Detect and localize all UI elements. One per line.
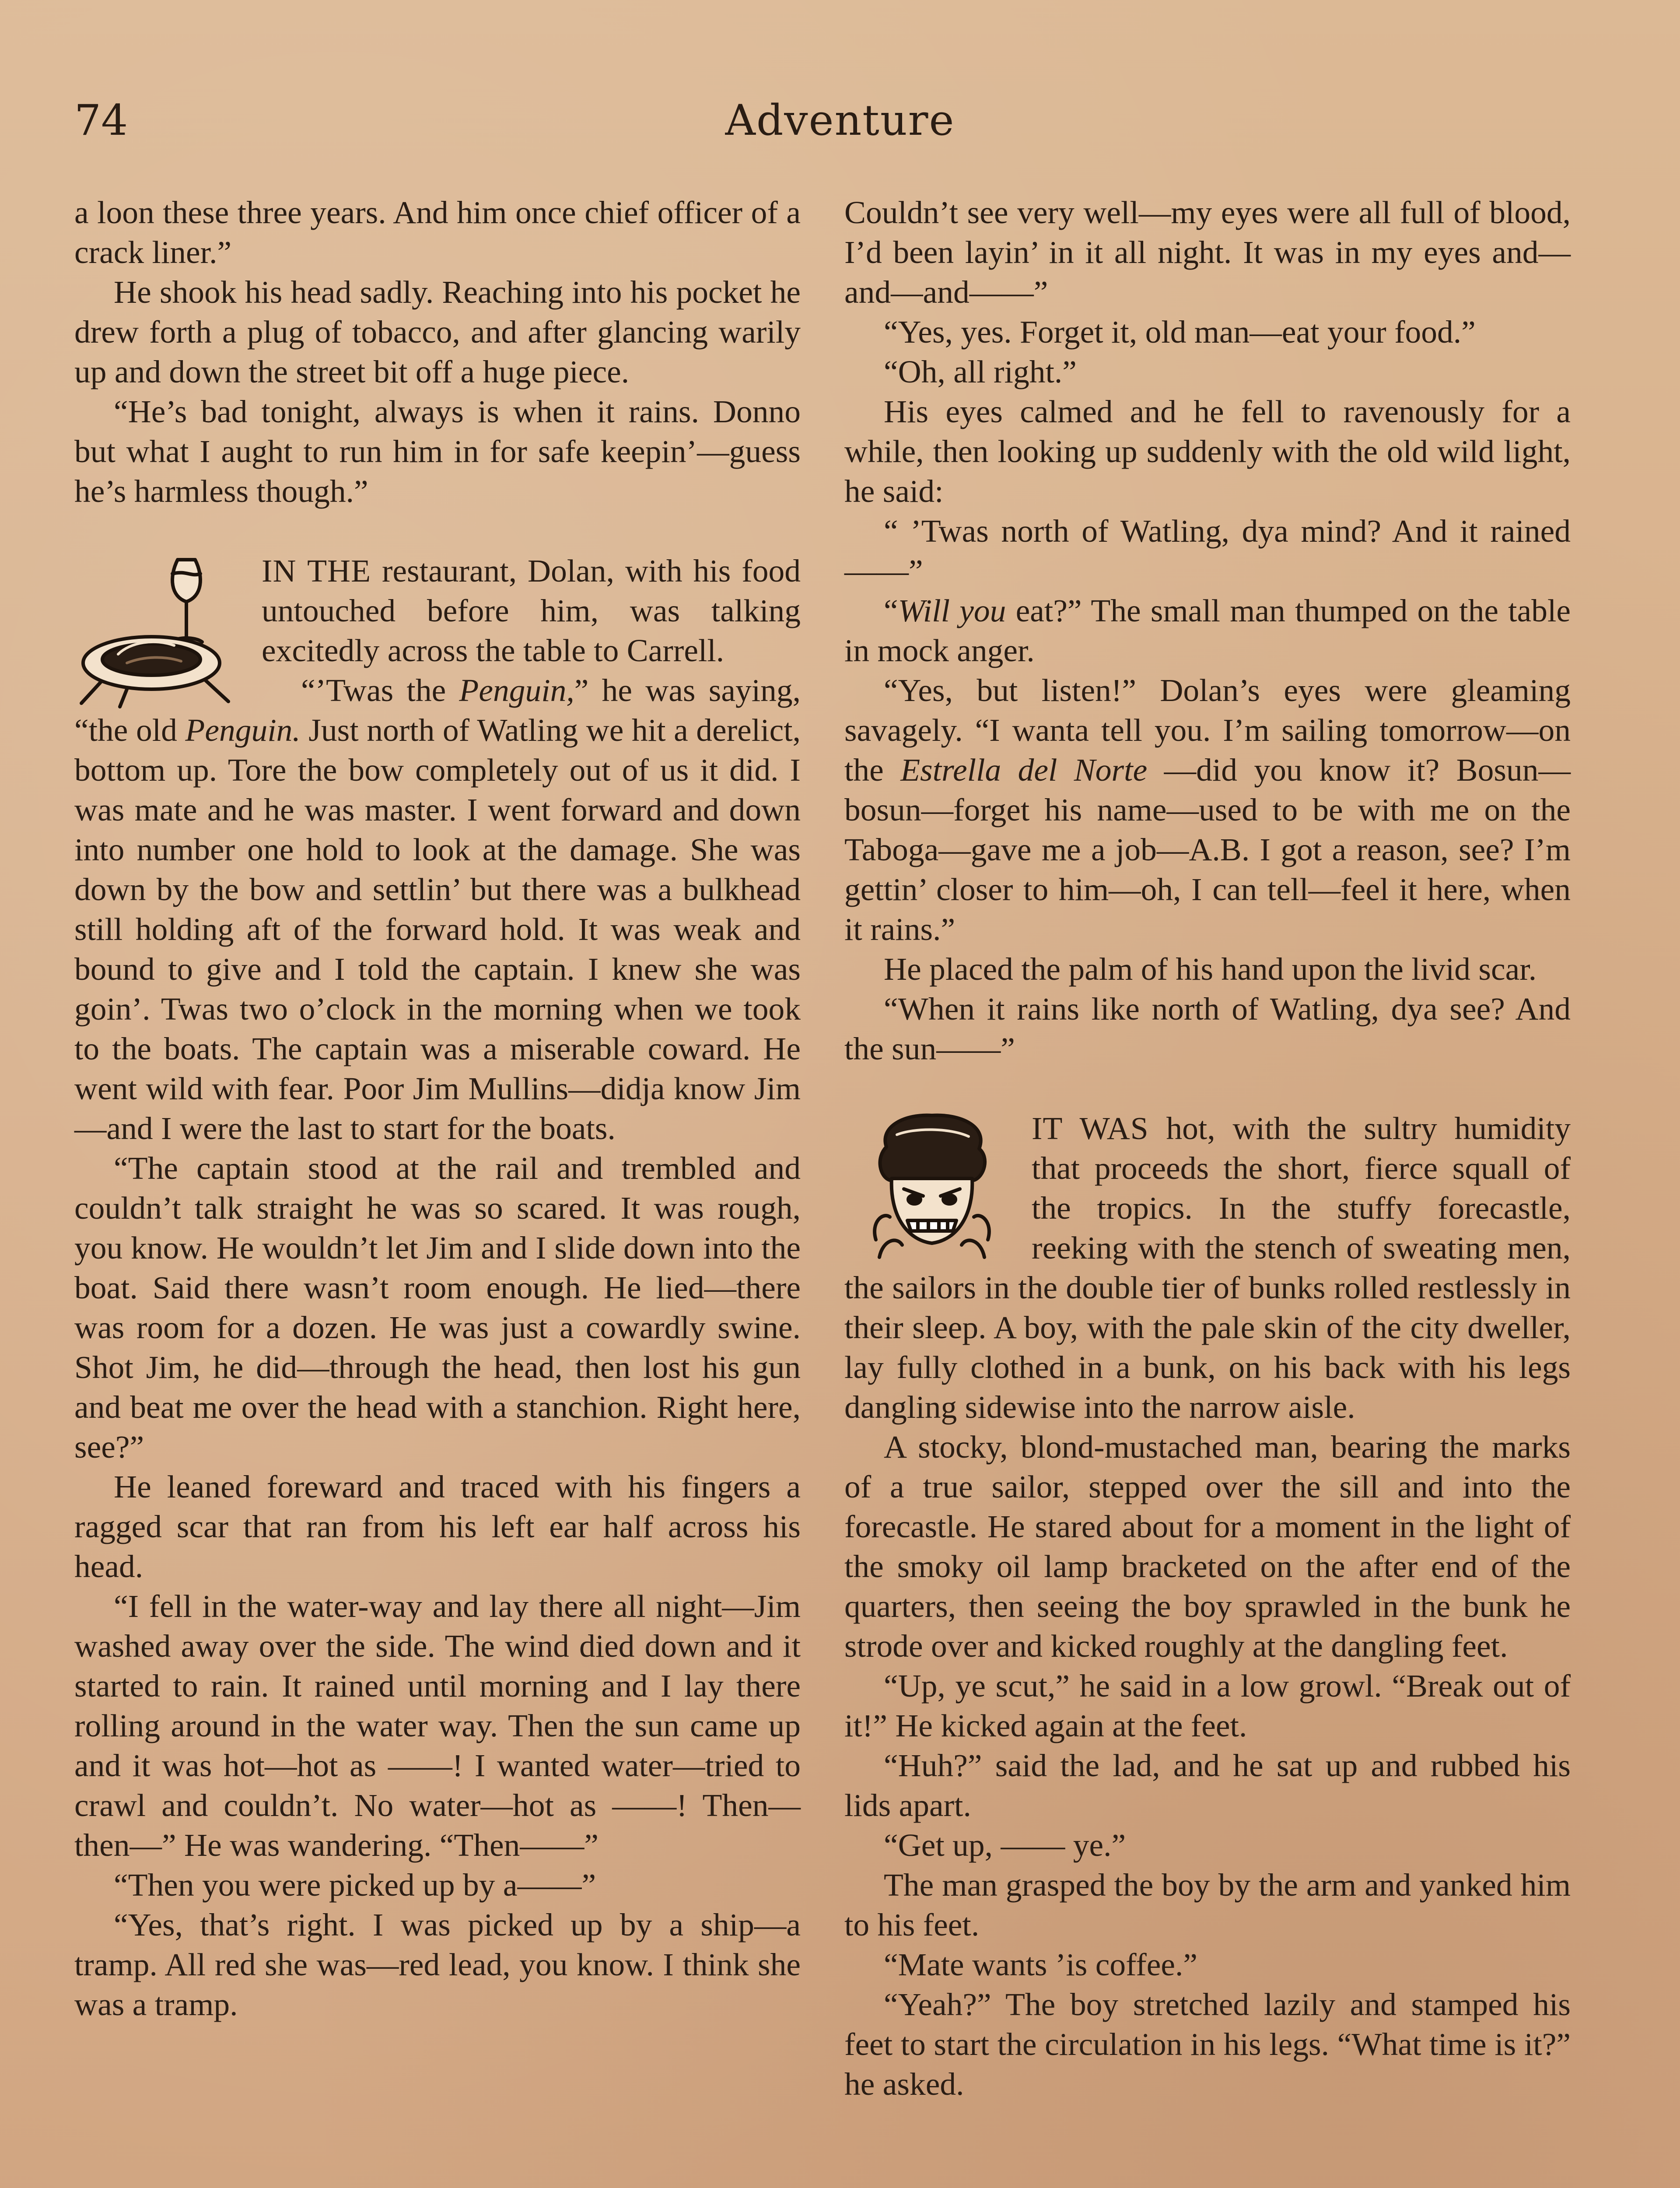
paragraph: He placed the palm of his hand upon the livid scar. xyxy=(884,951,1537,987)
ship-name: Penguin, xyxy=(459,673,574,708)
page-number: 74 xyxy=(74,96,128,145)
wine-glass-and-plate-icon xyxy=(74,551,249,708)
paragraph: He leaned foreward and traced with his fingers a ragged scar that ran from his left ear half across his head. xyxy=(74,1469,801,1584)
wine-glass-and-plate-illustration xyxy=(74,551,249,708)
ship-name: Estrella del Norte xyxy=(900,752,1148,788)
paragraph: “When it rains like north of Watling, dya see? And the sun——” xyxy=(844,991,1571,1066)
paragraph xyxy=(74,670,801,1148)
paragraph: “Huh?” said the lad, and he sat up and rubbed his lids apart. xyxy=(844,1748,1571,1823)
paragraph: His eyes calmed and he fell to ravenously for a while, then looking up suddenly with the old wild light, he said: xyxy=(844,394,1571,509)
page-header xyxy=(74,92,1606,149)
emphasis: Will you xyxy=(898,593,1006,628)
paragraph-text: hot, with the sultry humidity that proceeds the short, fierce squall of the tropics. In the stuffy forecastle, reeking with the stench of sweating men, the sailors in the double tier of bunks rolled restlessly in their sleep. A boy, with the pale skin of the city dweller, lay fully clothed in a bunk, on his back with his legs dangling sidewise into the narrow aisle. xyxy=(844,1111,1571,1425)
text-run: “’Twas the xyxy=(301,673,459,708)
section-opening-paragraph xyxy=(844,1108,1571,1427)
paragraph xyxy=(844,670,1571,949)
text-run: —did you know it? Bosun—bosun—forget his name—used to be with me on the Taboga—gave me a job—A.B. I got a reason, see? I’m gettin’ closer to him—oh, I can tell—feel it here, when it rains.” xyxy=(844,752,1571,947)
paragraph: “The captain stood at the rail and trembled and couldn’t talk straight he was so scared. It was rough, you know. He wouldn’t let Jim and I slide down into the boat. Said there wasn’t room enough. He lied—there was room for a dozen. He was just a cowardly swine. Shot Jim, he did—through the head, then lost his gun and beat me over the head with a stanchion. Right here, see?” xyxy=(74,1150,801,1465)
paragraph xyxy=(844,591,1571,670)
text-run: ” he was saying, “the old xyxy=(74,673,801,748)
text-run: “Yes, but listen!” Dolan’s eyes were gleaming savagely. “I wanta tell you. I’m sailing tomorrow—on the xyxy=(844,673,1571,788)
section-lead-caps: IN THE xyxy=(262,553,371,589)
paragraph: A stocky, blond-mustached man, bearing the marks of a true sailor, stepped over the sill and into the forecastle. He stared about for a moment in the light of the smoky oil lamp bracketed on the after end of the quarters, then seeing the boy sprawled in the bunk he strode over and kicked roughly at the dangling feet. xyxy=(844,1429,1571,1664)
paragraph-text: restaurant, Dolan, with his food untouched before him, was talking excitedly across the table to Carrell. xyxy=(262,553,801,668)
paragraph: “Yeah?” The boy stretched lazily and stamped his feet to start the circulation in his legs. “What time is it?” he asked. xyxy=(844,1987,1571,2102)
grimacing-sailor-illustration xyxy=(844,1108,1019,1266)
text-run: Just north of Watling we hit a derelict, bottom up. Tore the bow completely out of us it did. I was mate and he was master. I went forward and down into number one hold to look at the damage. She was down by the bow and settlin’ but there was a bulkhead still holding aft of the forward hold. It was weak and bound to give and I told the captain. I knew she was goin’. Twas two o’clock in the morning when we took to the boats. The captain was a miserable coward. He went wild with fear. Poor Jim Mullins—didja know Jim—and I were the last to start for the boats. xyxy=(74,712,801,1146)
section-lead-caps: IT WAS xyxy=(1032,1111,1149,1146)
paragraph: He shook his head sadly. Reaching into his pocket he drew forth a plug of tobacco, and after glancing warily up and down the street bit off a huge piece. xyxy=(74,274,801,389)
left-column xyxy=(74,193,801,2024)
running-title: Adventure xyxy=(725,96,955,145)
paragraph: “ ’Twas north of Watling, dya mind? And it rained——” xyxy=(844,513,1571,589)
text-run: “ xyxy=(884,593,898,628)
paragraph: “Yes, that’s right. I was picked up by a ship—a tramp. All red she was—red lead, you know. I think she was a tramp. xyxy=(74,1907,801,2022)
paragraph: Couldn’t see very well—my eyes were all full of blood, I’d been layin’ in it all night. It was in my eyes and—and—and——” xyxy=(844,195,1571,310)
ship-name: Penguin. xyxy=(185,712,301,748)
paragraph: “I fell in the water-way and lay there all night—Jim washed away over the side. The wind died down and it started to rain. It rained until morning and I lay there rolling around in the water way. Then the sun came up and it was hot—hot as ——! I wanted water—tried to crawl and couldn’t. No water—hot as ——! Then—then—” He was wandering. “Then——” xyxy=(74,1588,801,1863)
paragraph: “Get up, —— ye.” xyxy=(884,1827,1126,1863)
paragraph: “Then you were picked up by a——” xyxy=(114,1867,596,1903)
grimacing-sailor-face-icon xyxy=(844,1108,1019,1266)
paragraph: “He’s bad tonight, always is when it rains. Donno but what I aught to run him in for safe keepin’—guess he’s harmless though.” xyxy=(74,394,801,509)
paragraph: “Up, ye scut,” he said in a low growl. “Break out of it!” He kicked again at the feet. xyxy=(844,1668,1571,1743)
paragraph: “Mate wants ’is coffee.” xyxy=(884,1947,1197,1982)
text-run: eat?” The small man thumped on the table in mock anger. xyxy=(844,593,1571,668)
paragraph: “Yes, yes. Forget it, old man—eat your food.” xyxy=(884,314,1476,350)
paragraph: a loon these three years. And him once chief officer of a crack liner.” xyxy=(74,195,801,270)
right-column xyxy=(844,193,1571,2104)
paragraph: The man grasped the boy by the arm and yanked him to his feet. xyxy=(844,1867,1571,1943)
paragraph: “Oh, all right.” xyxy=(884,354,1077,389)
section-opening-paragraph xyxy=(74,551,801,670)
